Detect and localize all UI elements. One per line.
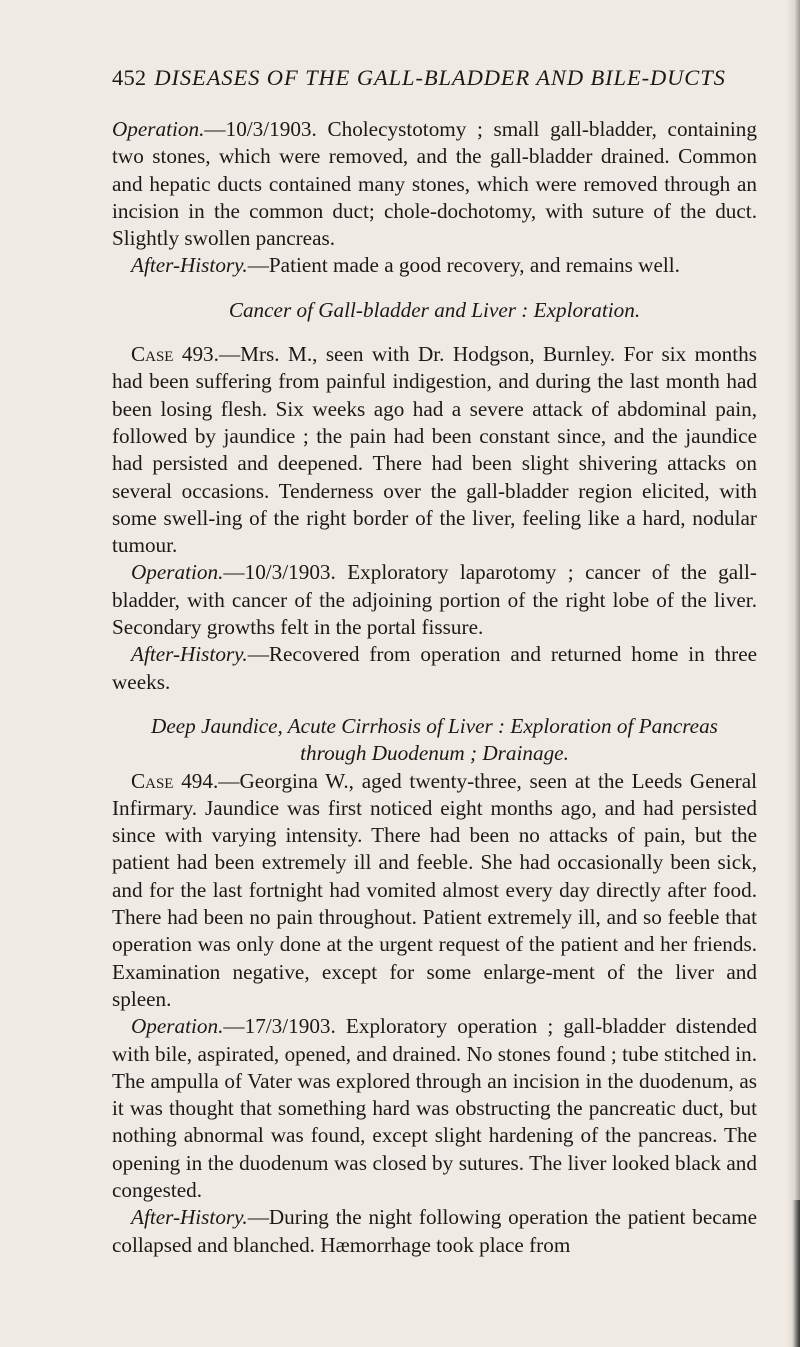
page-edge-shadow — [786, 0, 800, 1347]
running-head — [112, 64, 757, 92]
paragraph-lead: Operation. — [131, 560, 224, 585]
section-heading-line: Cancer of Gall-bladder and Liver : Exploration. — [228, 297, 641, 322]
paragraph-text: —10/3/1903. Exploratory laparotomy ; cancer of the gall-bladder, with cancer of the adjoining portion of the right lobe of the liver. Secondary growths felt in the portal fissure. — [112, 560, 757, 640]
section-heading-line: through Duodenum ; Drainage. — [300, 741, 569, 766]
spacer — [112, 696, 757, 713]
paragraph-text: —Patient made a good recovery, and remains well. — [247, 253, 680, 278]
section-heading-line: Deep Jaundice, Acute Cirrhosis of Liver : Exploration of Pancreas — [151, 713, 718, 738]
spacer — [112, 324, 757, 341]
section-heading — [112, 297, 757, 324]
paragraph-lead: Operation. — [112, 117, 205, 141]
page-edge-shadow — [792, 1200, 800, 1347]
page-body — [112, 116, 757, 1259]
paragraph-text: —17/3/1903. Exploratory operation ; gall-bladder distended with bile, aspirated, opened, and drained. No stones found ; tube stitched in. The ampulla of Vater was explored through an incision in the duodenum, as it was thought that something hard was obstructing the pancreatic duct, but nothing abnormal was found, except slight hardening of the pancreas. The opening in the duodenum was closed by sutures. The liver looked black and congested. — [112, 1014, 757, 1202]
section-heading — [112, 713, 757, 768]
paragraph-text: —10/3/1903. Cholecystotomy ; small gall-bladder, containing two stones, which were removed, and the gall-bladder drained. Common and hepatic ducts contained many stones, which were removed through an incision in the common duct; chole-dochotomy, with suture of the duct. Slightly swollen pancreas. — [112, 117, 757, 251]
paragraph — [112, 116, 757, 252]
case-number: Case 493. — [131, 342, 219, 367]
case-number: Case 494. — [131, 768, 219, 793]
paragraph — [112, 559, 757, 641]
page-number: 452 — [112, 65, 147, 90]
paragraph — [112, 1204, 757, 1259]
paragraph-lead: Operation. — [131, 1014, 224, 1039]
spacer — [112, 280, 757, 297]
paragraph-text: —Recovered from operation and returned home in three weeks. — [112, 642, 757, 694]
paragraph — [112, 252, 757, 279]
paragraph-lead: After-History. — [131, 642, 248, 667]
paragraph-lead: After-History. — [131, 1205, 248, 1230]
paragraph-text: —Mrs. M., seen with Dr. Hodgson, Burnley. For six months had been suffering from painful indigestion, and during the last month had been losing flesh. Six weeks ago had a severe attack of abdominal pain, followed by jaundice ; the pain had been constant since, and the jaundice had persisted and deepened. There had been slight shivering attacks on several occasions. Tenderness over the gall-bladder region elicited, with some swell-ing of the right border of the liver, feeling like a hard, nodular tumour. — [112, 342, 757, 558]
paragraph — [112, 1013, 757, 1204]
paragraph-lead: After-History. — [131, 253, 248, 278]
paragraph-text: —During the night following operation the patient became collapsed and blanched. Hæmorrhage took place from — [112, 1205, 757, 1257]
paragraph-text: —Georgina W., aged twenty-three, seen at the Leeds General Infirmary. Jaundice was first noticed eight months ago, and had persisted since with varying intensity. There had been no attacks of pain, but the patient had been extremely ill and feeble. She had occasionally been sick, and for the last fortnight had vomited almost every day directly after food. There had been no pain throughout. Patient extremely ill, and so feeble that operation was only done at the urgent request of the patient and her friends. Examination negative, except for some enlarge-ment of the liver and spleen. — [112, 768, 757, 1011]
paragraph — [112, 641, 757, 696]
paragraph — [112, 768, 757, 1014]
running-title: DISEASES OF THE GALL-BLADDER AND BILE-DUCTS — [154, 65, 726, 90]
paragraph — [112, 341, 757, 559]
